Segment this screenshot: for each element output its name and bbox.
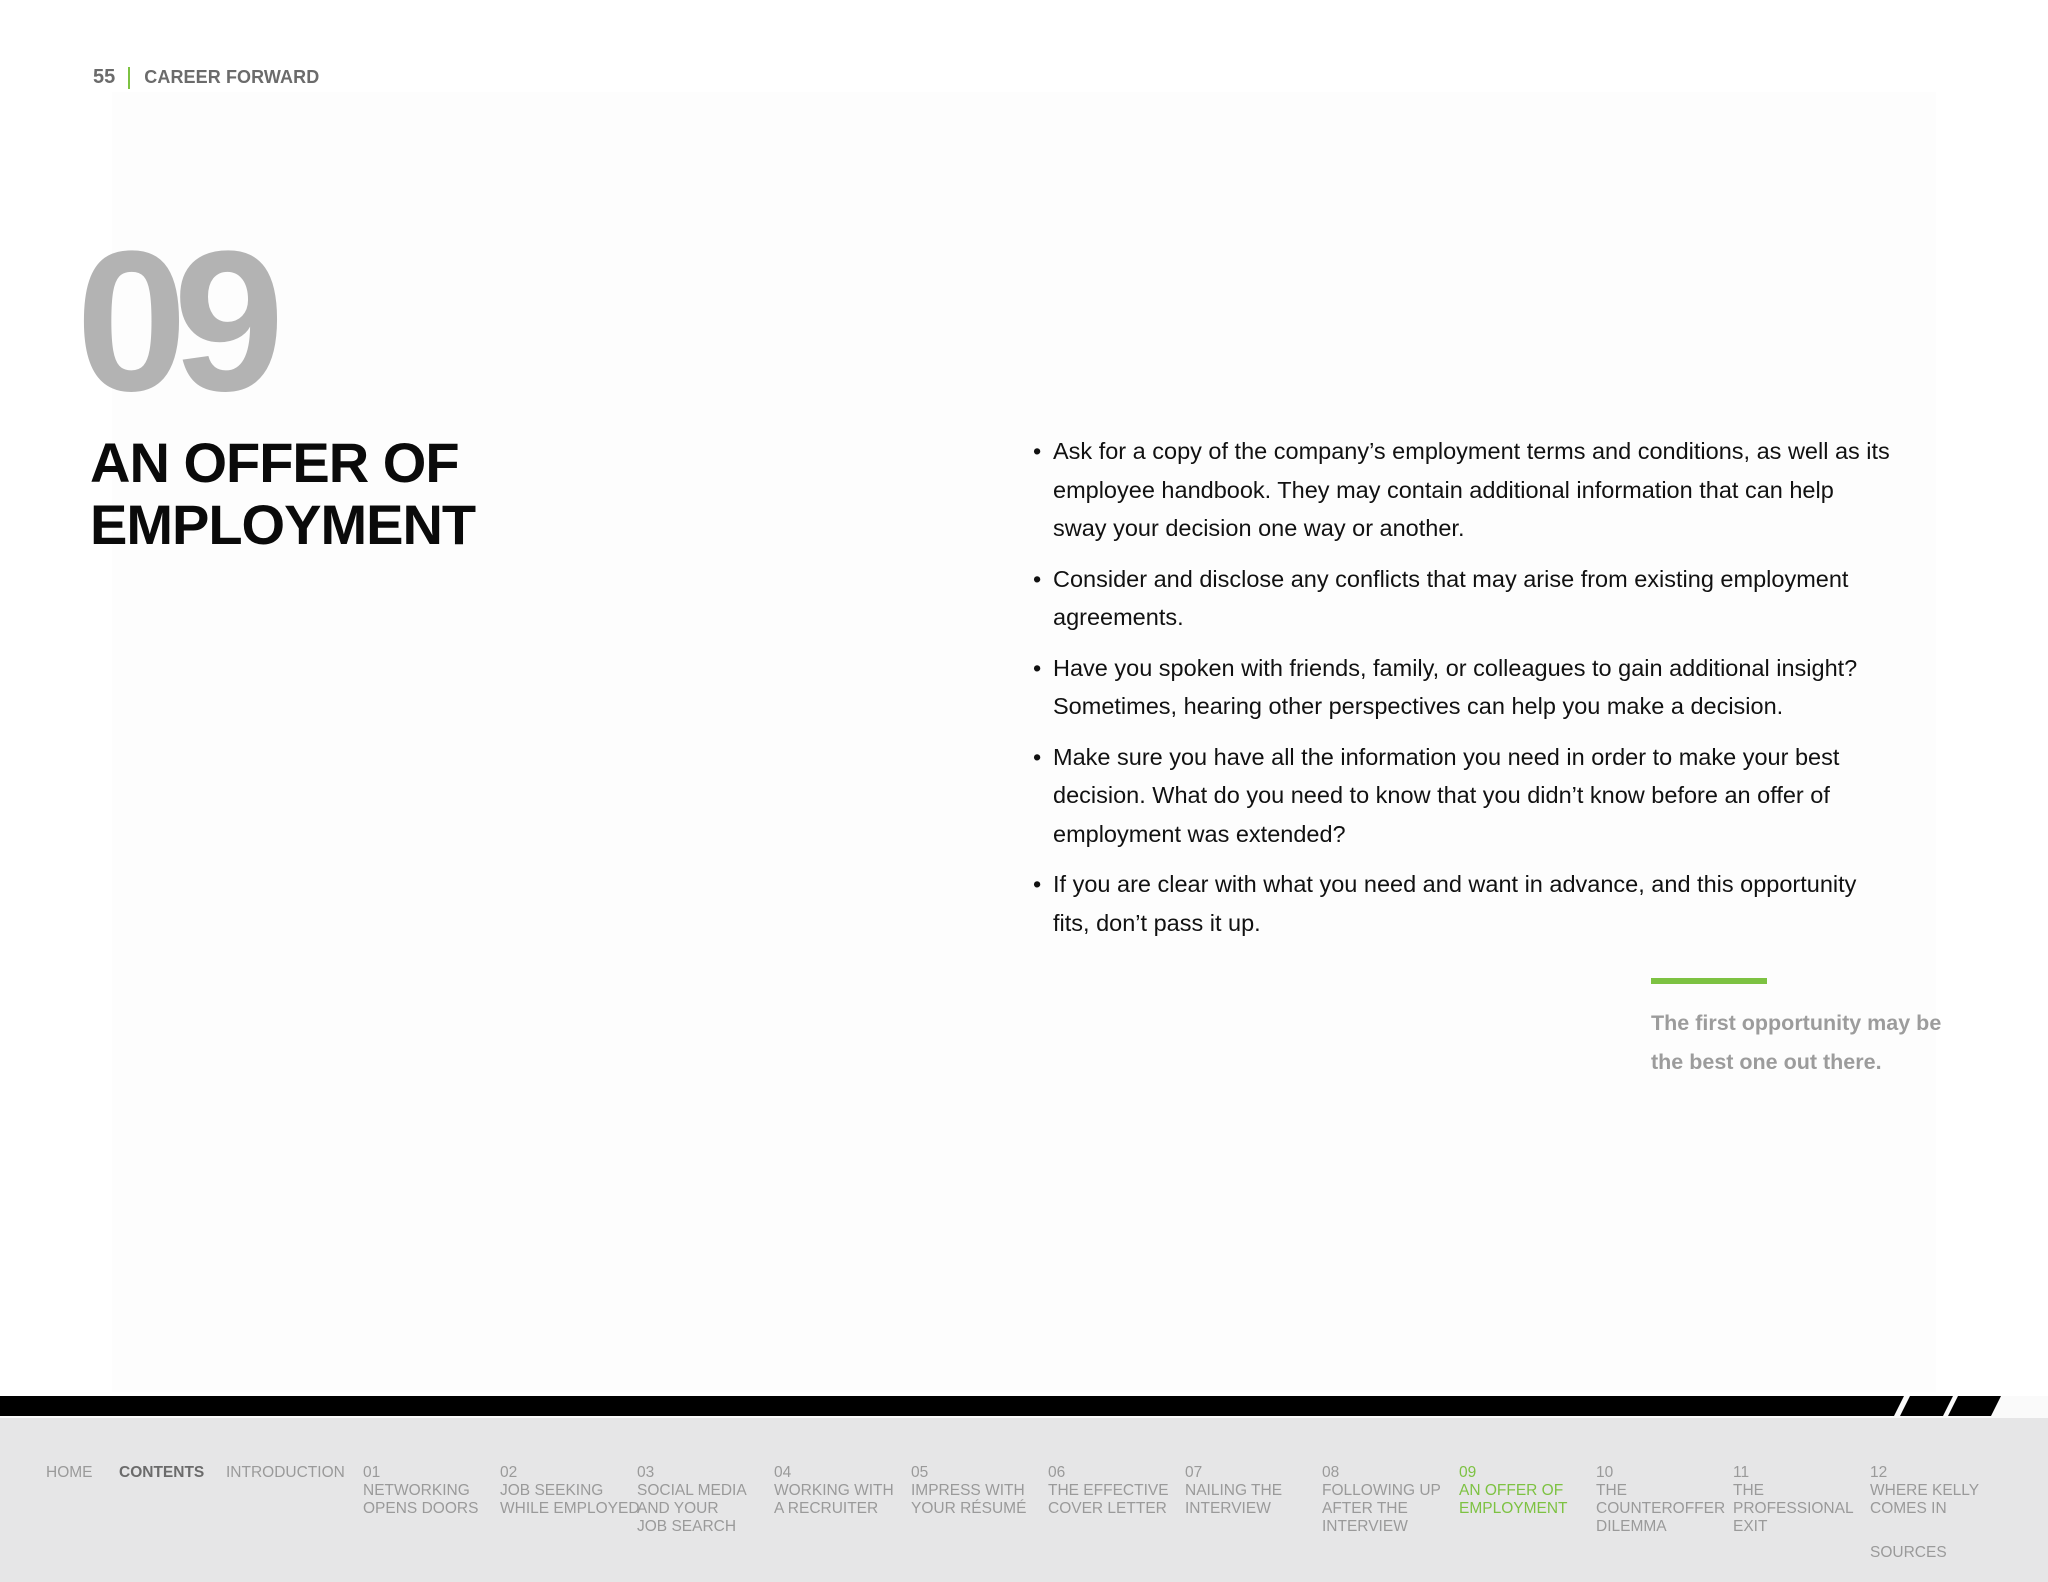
header-divider (128, 67, 130, 89)
nav-chapter-label: AND YOUR (637, 1500, 719, 1517)
nav-contents[interactable] (119, 1464, 204, 1482)
nav-chapter-03[interactable] (637, 1464, 747, 1536)
nav-chapter-number: 01 (363, 1464, 381, 1481)
list-item (1033, 649, 1893, 726)
chapter-title-line1: AN OFFER OF (90, 431, 459, 494)
nav-chapter-10[interactable] (1596, 1464, 1725, 1536)
nav-chapter-number: 06 (1048, 1464, 1066, 1481)
list-item-text: Make sure you have all the information you need in order to make your best decision. What do you need to know that you didn’t know before an offer of employment was extended? (1053, 743, 1840, 847)
nav-chapter-02[interactable] (500, 1464, 640, 1518)
nav-chapter-label: THE EFFECTIVE (1048, 1482, 1169, 1499)
nav-chapter-number: 05 (911, 1464, 929, 1481)
nav-chapter-label: EXIT (1733, 1518, 1768, 1535)
nav-chapter-12[interactable] (1870, 1464, 1979, 1518)
bullet-list (1033, 432, 1893, 954)
nav-chapter-number: 03 (637, 1464, 655, 1481)
nav-chapter-label: NAILING THE (1185, 1482, 1283, 1499)
nav-chapter-label: DILEMMA (1596, 1518, 1667, 1535)
nav-chapter-04[interactable] (774, 1464, 894, 1518)
nav-chapter-number: 04 (774, 1464, 792, 1481)
list-item (1033, 738, 1893, 854)
footer-divider-bar (0, 1396, 2048, 1416)
pull-quote-rule (1651, 978, 1767, 984)
nav-sources[interactable] (1870, 1544, 1947, 1562)
nav-introduction[interactable] (226, 1464, 345, 1482)
nav-sources-label: SOURCES (1870, 1544, 1947, 1561)
list-item-text: Ask for a copy of the company’s employment terms and conditions, as well as its employee handbook. They may contain additional information that can help sway your decision one way or another. (1053, 438, 1890, 541)
nav-chapter-label: THE (1596, 1482, 1627, 1499)
list-item (1033, 432, 1893, 548)
pull-quote: The first opportunity may be the best one out there. (1651, 1011, 1942, 1074)
nav-introduction-label: INTRODUCTION (226, 1464, 345, 1481)
bullet-point: • (1033, 871, 1042, 897)
nav-chapter-label: JOB SEEKING (500, 1482, 604, 1499)
nav-chapter-label: AN OFFER OF (1459, 1482, 1564, 1499)
nav-chapter-label: PROFESSIONAL (1733, 1500, 1854, 1517)
footer-navigation (0, 1418, 2048, 1582)
nav-chapter-label: YOUR RÉSUMÉ (911, 1500, 1027, 1517)
nav-chapter-label: THE (1733, 1482, 1764, 1499)
nav-chapter-number: 02 (500, 1464, 518, 1481)
nav-home[interactable] (46, 1464, 93, 1482)
nav-chapter-label: AFTER THE (1322, 1500, 1408, 1517)
divider-bar-main (0, 1396, 1904, 1416)
running-header (93, 66, 319, 89)
list-item-text: Consider and disclose any conflicts that may arise from existing employment agreements. (1053, 565, 1849, 630)
nav-chapter-label: WHERE KELLY (1870, 1482, 1980, 1499)
list-item (1033, 865, 1893, 942)
nav-chapter-11[interactable] (1733, 1464, 1854, 1536)
bullet-point: • (1033, 743, 1042, 770)
bullet-point: • (1033, 438, 1042, 464)
nav-chapter-label: JOB SEARCH (637, 1518, 737, 1535)
divider-bar-slash-1 (1900, 1396, 1953, 1416)
nav-chapter-label: OPENS DOORS (363, 1500, 479, 1517)
nav-chapter-number: 12 (1870, 1464, 1888, 1481)
nav-chapter-label: A RECRUITER (774, 1500, 879, 1517)
chapter-title (90, 432, 650, 556)
nav-chapter-label: INTERVIEW (1322, 1518, 1408, 1535)
nav-chapter-label: FOLLOWING UP (1322, 1482, 1441, 1499)
chapter-title-line2: EMPLOYMENT (90, 493, 476, 556)
nav-chapter-number: 11 (1733, 1464, 1750, 1481)
nav-chapter-label: WHILE EMPLOYED (500, 1500, 640, 1517)
nav-chapter-06[interactable] (1048, 1464, 1169, 1518)
nav-home-label: HOME (46, 1464, 93, 1481)
divider-bar-slash-2 (1948, 1396, 2001, 1416)
list-item-text: If you are clear with what you need and want in advance, and this opportunity fits, don’t pass it up. (1053, 871, 1857, 936)
nav-contents-label: CONTENTS (119, 1464, 205, 1481)
page-number: 55 (93, 66, 116, 88)
nav-chapter-number: 09 (1459, 1464, 1477, 1481)
nav-chapter-label: IMPRESS WITH (911, 1482, 1025, 1499)
nav-chapter-01[interactable] (363, 1464, 478, 1518)
nav-chapter-label: COVER LETTER (1048, 1500, 1167, 1517)
nav-chapter-label: COUNTEROFFER (1596, 1500, 1726, 1517)
list-item (1033, 560, 1893, 637)
nav-chapter-07[interactable] (1185, 1464, 1282, 1518)
nav-chapter-08[interactable] (1322, 1464, 1441, 1536)
nav-chapter-label: WORKING WITH (774, 1482, 894, 1499)
nav-chapter-label: INTERVIEW (1185, 1500, 1271, 1517)
chapter-number: 09 (76, 210, 271, 433)
list-item-text: Have you spoken with friends, family, or colleagues to gain additional insight? Sometimes, hearing other perspectives can help you make a decision. (1053, 654, 1858, 719)
nav-chapter-number: 10 (1596, 1464, 1614, 1481)
nav-chapter-05[interactable] (911, 1464, 1026, 1518)
book-title: CAREER FORWARD (144, 67, 320, 87)
nav-chapter-number: 08 (1322, 1464, 1340, 1481)
nav-chapter-number: 07 (1185, 1464, 1203, 1481)
bullet-point: • (1033, 654, 1042, 681)
nav-chapter-label: NETWORKING (363, 1482, 470, 1499)
nav-chapter-09-active[interactable] (1459, 1464, 1568, 1518)
bullet-point: • (1033, 565, 1042, 592)
nav-chapter-label: COMES IN (1870, 1500, 1947, 1517)
nav-chapter-label: EMPLOYMENT (1459, 1500, 1568, 1517)
nav-chapter-label: SOCIAL MEDIA (637, 1482, 747, 1499)
